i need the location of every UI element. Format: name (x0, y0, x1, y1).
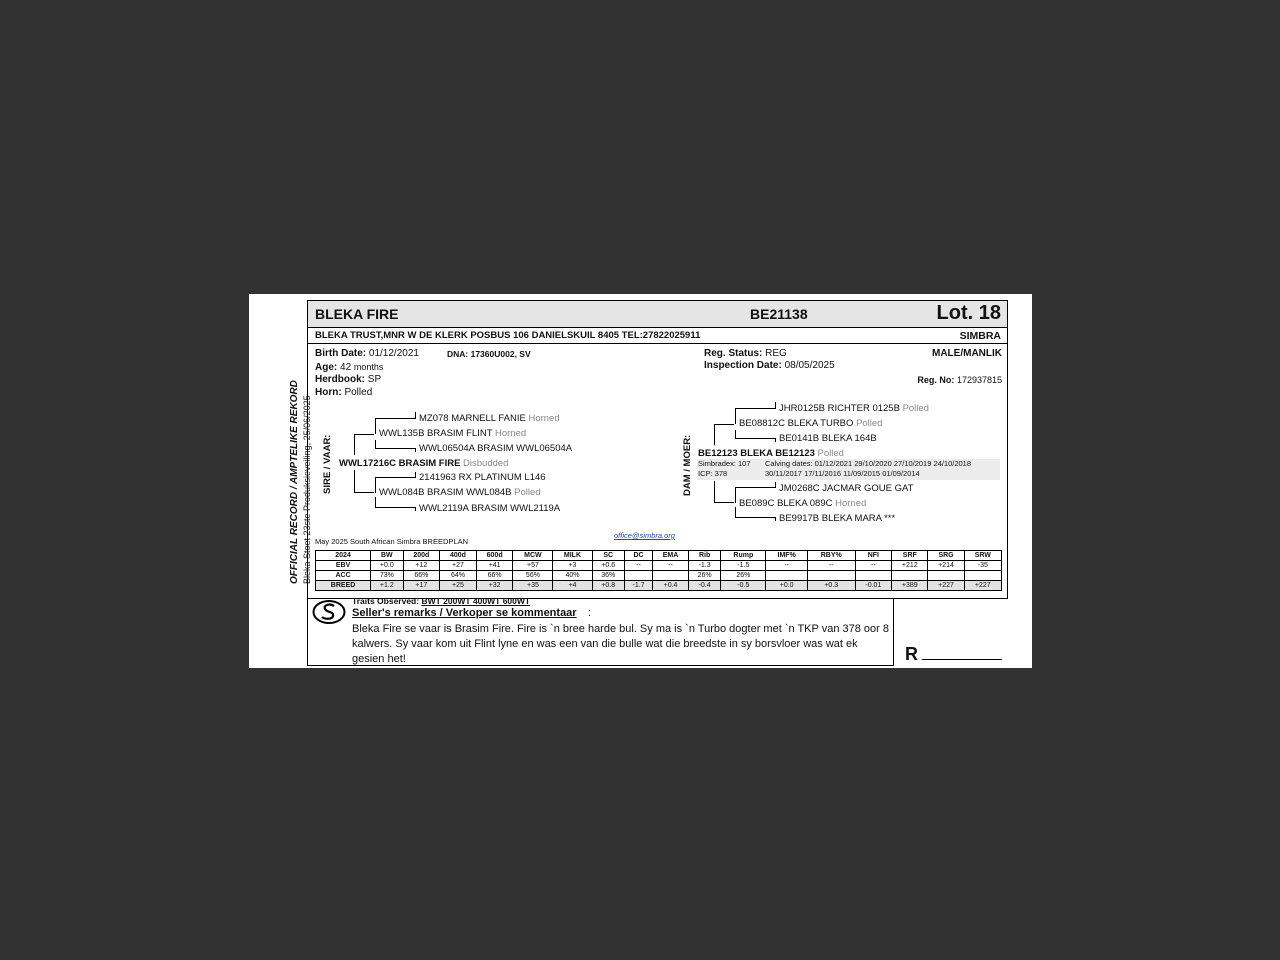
tree-line (735, 438, 775, 439)
ebv-row-ebv (316, 561, 1002, 571)
ebv-cell: +1.2 (371, 581, 403, 591)
tree-line (354, 470, 355, 492)
tree-line (714, 502, 734, 503)
pedigree-dam: BE12123 BLEKA BE12123 Polled (698, 448, 844, 459)
ebv-cell: -- (653, 561, 689, 571)
pedigree-ds: BE08812C BLEKA TURBO Polled (739, 418, 883, 429)
ebv-cell: +27 (440, 561, 477, 571)
ebv-cell: 66% (403, 571, 440, 581)
ebv-header-row (316, 551, 1002, 561)
ebv-cell (653, 571, 689, 581)
sire-label: SIRE / VAAR: (322, 434, 333, 494)
ebv-cell: +212 (892, 561, 928, 571)
owner-details: BLEKA TRUST,MNR W DE KLERK POSBUS 106 DANIELSKUIL 8405 TEL:27822025911 (315, 330, 701, 341)
pedigree-ss: WWL135B BRASIM FLINT Horned (379, 428, 527, 439)
ebv-header-cell: SRG (928, 551, 964, 561)
pedigree-sds: 2141963 RX PLATINUM L146 (419, 472, 546, 483)
herdbook: Herdbook: SP (315, 374, 382, 385)
horn-status: Horn: Polled (315, 387, 373, 398)
ebv-header-cell: 200d (403, 551, 440, 561)
tree-line (714, 481, 715, 503)
ebv-cell (892, 571, 928, 581)
ebv-cell: +389 (892, 581, 928, 591)
tree-line (415, 472, 416, 478)
tree-line (735, 487, 736, 503)
ebv-header-cell: Rump (721, 551, 766, 561)
tree-line (775, 402, 776, 409)
ebv-header-cell: 2024 (316, 551, 371, 561)
ebv-cell: +0.6 (592, 561, 624, 571)
ebv-cell: -0.5 (721, 581, 766, 591)
tree-line (375, 507, 415, 508)
ebv-cell: +0.0 (371, 561, 403, 571)
animal-name: BLEKA FIRE (315, 306, 399, 322)
traits-observed: Traits Observed: BWT 200WT 400WT 600WT (352, 596, 531, 606)
ebv-cell: -- (807, 561, 855, 571)
animal-reg-code: BE21138 (750, 306, 808, 322)
tree-line (714, 424, 715, 445)
ebv-header-cell: SRF (892, 551, 928, 561)
tree-line (375, 448, 415, 449)
ebv-table (315, 550, 1002, 591)
reg-status: Reg. Status: REG (704, 348, 787, 359)
ebv-cell (928, 571, 964, 581)
tree-line (375, 440, 376, 448)
calving-dates-2: 30/11/2017 17/11/2016 11/09/2015 01/09/2014 (765, 469, 920, 478)
price-field[interactable]: R (905, 644, 1002, 665)
ebv-cell: -- (855, 561, 892, 571)
tree-line (775, 438, 776, 442)
breedplan-label: May 2025 South African Simbra BREEDPLAN (315, 537, 468, 546)
pedigree-ssd: WWL06504A BRASIM WWL06504A (419, 443, 573, 454)
pedigree-ddd: BE9917B BLEKA MARA *** (779, 513, 896, 524)
ebv-header-cell: EMA (653, 551, 689, 561)
remarks-colon: : (588, 607, 592, 619)
card-frame-cap (893, 598, 1008, 599)
tree-line (415, 448, 416, 452)
tree-line (415, 507, 416, 511)
age: Age: 42 months (315, 362, 384, 373)
tree-line (354, 492, 374, 493)
ebv-header-cell: DC (624, 551, 652, 561)
ebv-cell: +41 (476, 561, 513, 571)
ebv-header-cell: BW (371, 551, 403, 561)
tree-line (375, 477, 415, 478)
tree-line (354, 434, 374, 435)
ebv-cell: BREED (316, 581, 371, 591)
ebv-cell: 36% (592, 571, 624, 581)
title-bar (308, 301, 1007, 328)
ebv-header-cell: NFI (855, 551, 892, 561)
ebv-header-cell: 600d (476, 551, 513, 561)
ebv-cell: -35 (964, 561, 1001, 571)
tree-line (735, 430, 736, 438)
ebv-cell (766, 571, 808, 581)
ebv-header-cell: SRW (964, 551, 1001, 561)
lot-record-card (249, 294, 1032, 668)
dam-calving-info (697, 459, 1000, 480)
ebv-cell: 64% (440, 571, 477, 581)
ebv-row-acc (316, 571, 1002, 581)
ebv-header-cell: Rib (688, 551, 720, 561)
ebv-cell: -- (766, 561, 808, 571)
ebv-cell: -0.01 (855, 581, 892, 591)
ebv-cell: 26% (721, 571, 766, 581)
ebv-row-breed (316, 581, 1002, 591)
ebv-cell: +227 (964, 581, 1001, 591)
ebv-cell: EBV (316, 561, 371, 571)
tree-line (375, 477, 376, 493)
simbradex: Simbradex: 107 (698, 459, 751, 468)
official-record-title: OFFICIAL RECORD / AMPTELIKE REKORD (289, 380, 300, 584)
inspection-date: Inspection Date: 08/05/2025 (704, 360, 835, 371)
ebv-cell: +4 (553, 581, 592, 591)
icp: ICP: 378 (698, 469, 728, 478)
tree-line (775, 517, 776, 521)
pedigree-sd: WWL084B BRASIM WWL084B Polled (379, 487, 541, 498)
ebv-cell: +35 (513, 581, 553, 591)
tree-line (354, 434, 355, 455)
ebv-header-cell: SC (592, 551, 624, 561)
ebv-cell: +12 (403, 561, 440, 571)
card-frame-divider (893, 598, 894, 666)
pedigree-sss: MZ078 MARNELL FANIE Horned (419, 413, 560, 424)
tree-line (735, 517, 775, 518)
dna-code: DNA: 17360U002, SV (447, 349, 531, 359)
ebv-cell (855, 571, 892, 581)
ebv-cell: -- (624, 561, 652, 571)
ebv-cell: 56% (513, 571, 553, 581)
ebv-cell: +227 (928, 581, 964, 591)
ebv-cell: -1.5 (721, 561, 766, 571)
pedigree-sire: WWL17216C BRASIM FIRE Disbudded (339, 458, 509, 469)
reg-number: Reg. No: 172937815 (917, 375, 1002, 385)
ebv-cell: +0.8 (592, 581, 624, 591)
dam-label: DAM / MOER: (682, 434, 693, 496)
ebv-cell: 66% (476, 571, 513, 581)
ebv-cell (624, 571, 652, 581)
ebv-cell: 40% (553, 571, 592, 581)
ebv-header-cell: IMF% (766, 551, 808, 561)
ebv-cell (964, 571, 1001, 581)
remarks-text: Bleka Fire se vaar is Brasim Fire. Fire is `n bree harde bul. Sy ma is `n Turbo dogter met `n TKP van 378 oor 8 kalwers. Sy vaar kom uit Flint lyne en was een van die bulle wat die breedste in sy borsvloer was wat ek gesien het! (352, 623, 889, 665)
ebv-header-cell: RBY% (807, 551, 855, 561)
ebv-cell: ACC (316, 571, 371, 581)
side-caption (249, 294, 312, 668)
breed-name: SIMBRA (959, 330, 1001, 342)
ebv-cell: +0.4 (653, 581, 689, 591)
remarks-heading: Seller's remarks / Verkoper se kommentaar (352, 607, 577, 619)
ebv-cell: +25 (440, 581, 477, 591)
sale-subtitle: Bleka Stoet 23ste Produksieveiling, 25/06/2025 (302, 395, 312, 584)
ebv-cell: +17 (403, 581, 440, 591)
ebv-cell: +57 (513, 561, 553, 571)
ebv-cell: -0.4 (688, 581, 720, 591)
ebv-header-cell: MILK (553, 551, 592, 561)
birth-date: Birth Date: 01/12/2021 (315, 348, 419, 359)
ebv-cell: +3 (553, 561, 592, 571)
tree-line (735, 408, 736, 424)
ebv-cell: +214 (928, 561, 964, 571)
email-link[interactable]: office@simbra.org (614, 531, 675, 540)
sex: MALE/MANLIK (932, 348, 1002, 359)
tree-line (735, 487, 775, 488)
ebv-cell: 73% (371, 571, 403, 581)
ebv-cell: -1.7 (624, 581, 652, 591)
ebv-cell: +32 (476, 581, 513, 591)
ebv-cell: -1.3 (688, 561, 720, 571)
lot-number: Lot. 18 (936, 302, 1001, 324)
ebv-header-cell: 400d (440, 551, 477, 561)
ebv-cell: 26% (688, 571, 720, 581)
tree-line (415, 412, 416, 419)
price-blank-line (922, 659, 1002, 660)
owner-bar (308, 328, 1007, 344)
pedigree-dsd: BE0141B BLEKA 164B (779, 433, 877, 444)
ebv-cell (807, 571, 855, 581)
pedigree-sdd: WWL2119A BRASIM WWL2119A (419, 503, 561, 514)
pedigree-dd: BE089C BLEKA 089C Horned (739, 498, 867, 509)
tree-line (775, 482, 776, 488)
tree-line (375, 418, 376, 434)
calving-dates-1: Calving dates: 01/12/2021 29/10/2020 27/10/2019 24/10/2018 (765, 459, 972, 468)
pedigree-dss: JHR0125B RICHTER 0125B Polled (779, 403, 929, 414)
tree-line (714, 424, 734, 425)
pedigree-dds: JM0268C JACMAR GOUE GAT (779, 483, 914, 494)
ebv-cell: +0.3 (807, 581, 855, 591)
ebv-header-cell: MCW (513, 551, 553, 561)
ebv-cell: +0.0 (766, 581, 808, 591)
simbra-logo-icon (312, 598, 346, 626)
tree-line (375, 418, 415, 419)
tree-line (735, 408, 775, 409)
